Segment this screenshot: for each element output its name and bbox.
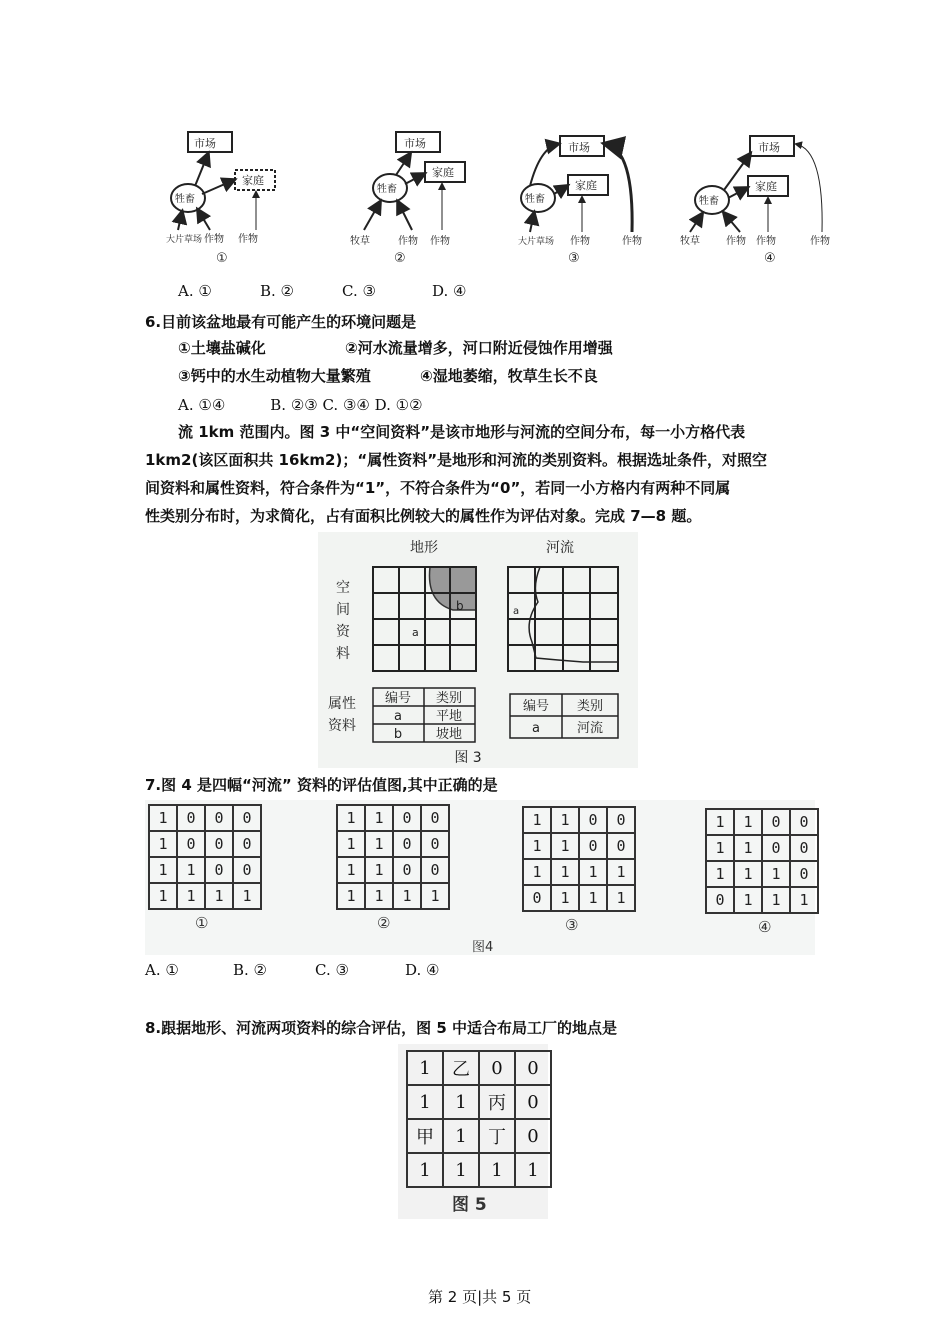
grid-cell: 0: [421, 831, 449, 857]
passage-line-1: 流 1km 范围内。图 3 中“空间资料”是该市地形与河流的空间分布，每一小方格代表: [178, 423, 746, 441]
d1-market: 市场: [194, 137, 216, 150]
grid-cell: 1: [149, 883, 177, 909]
fig3-rtable-r0c1: 河流: [576, 721, 604, 736]
d2-center: 牲畜: [377, 184, 397, 195]
grid-cell: 0: [790, 809, 818, 835]
d1-bottom-0: 大片草场: [166, 235, 203, 245]
grid-cell: 0: [579, 807, 607, 833]
fig3-title-terrain: 地形: [410, 540, 438, 556]
grid-cell: 1: [706, 861, 734, 887]
d2-caption: ②: [394, 251, 406, 266]
fig3-space-label-2: 资: [336, 624, 350, 640]
grid-cell: 0: [421, 857, 449, 883]
d3-bottom-0: 大片草场: [518, 237, 555, 247]
d3-home: 家庭: [575, 179, 597, 192]
grid-cell: 0: [177, 831, 205, 857]
d4-bottom-2: 作物: [756, 236, 776, 247]
q7-option-c: C. ③: [315, 961, 349, 979]
grid-cell: 0: [393, 857, 421, 883]
grid-cell: 0: [523, 885, 551, 911]
grid-cell: 1: [607, 885, 635, 911]
grid-cell: 0: [479, 1051, 515, 1085]
d2-bottom-2: 作物: [430, 236, 450, 247]
fig3-attr-label-1: 属性: [328, 696, 356, 712]
grid-cell: 0: [790, 835, 818, 861]
grid-cell: 0: [393, 831, 421, 857]
grid-cell: 0: [205, 805, 233, 831]
d4-center: 牲畜: [699, 196, 719, 207]
fig3-title-river: 河流: [546, 540, 574, 556]
d1-bottom-1: 作物: [204, 234, 224, 245]
grid-cell: 0: [515, 1085, 551, 1119]
q5-option-b: B. ②: [260, 282, 295, 300]
fig3-rtable-h0: 编号: [522, 699, 550, 714]
d2-market: 市场: [404, 137, 426, 150]
grid-1: [148, 804, 262, 910]
grid-2-caption: ②: [377, 914, 391, 932]
q6-options: A. ①④ B. ②③ C. ③④ D. ①②: [178, 396, 423, 414]
grid-cell: 0: [706, 887, 734, 913]
grid-cell: 1: [551, 885, 579, 911]
grid-cell: 0: [607, 807, 635, 833]
fig3-rtable-r0c0: a: [532, 721, 540, 736]
passage-line-4: 性类别分布时，为求简化，占有面积比例较大的属性作为评估对象。完成 7—8 题。: [145, 507, 702, 525]
grid-cell: 1: [149, 805, 177, 831]
d3-market: 市场: [568, 141, 590, 154]
fig3-rtable-h1: 类别: [576, 699, 604, 714]
fig3-ttable-r1c1: 坡地: [435, 727, 463, 742]
d4-market: 市场: [758, 141, 780, 154]
grid-cell: 1: [177, 857, 205, 883]
grid-cell: 1: [407, 1085, 443, 1119]
grid-cell: 1: [734, 809, 762, 835]
grid-cell: 1: [734, 861, 762, 887]
q5-option-c: C. ③: [342, 282, 376, 300]
grid-cell: 1: [177, 883, 205, 909]
grid-cell: 1: [365, 857, 393, 883]
q7-option-b: B. ②: [233, 961, 268, 979]
d1-center: 牲畜: [175, 194, 195, 205]
grid-cell: 1: [337, 857, 365, 883]
d4-bottom-0: 牧草: [680, 236, 700, 247]
grid-cell: 0: [607, 833, 635, 859]
q6-item-4: ④湿地萎缩，牧草生长不良: [420, 367, 598, 385]
grid-cell: 1: [523, 859, 551, 885]
fig3-space-label-0: 空: [336, 580, 350, 596]
d2-home: 家庭: [432, 166, 454, 179]
d1-home: 家庭: [242, 174, 264, 187]
grid-cell: 1: [443, 1119, 479, 1153]
grid-cell: 1: [233, 883, 261, 909]
grid-cell: 1: [790, 887, 818, 913]
fig3-ttable-r0c1: 平地: [435, 709, 463, 724]
figure-5-caption: 图 5: [452, 1195, 487, 1215]
grid-3-caption: ③: [565, 916, 579, 934]
passage-line-3: 间资料和属性资料，符合条件为“1”，不符合条件为“0”，若同一小方格内有两种不同属: [145, 479, 731, 497]
grid-cell: 1: [337, 831, 365, 857]
grid-cell: 1: [365, 883, 393, 909]
grid-cell: 0: [393, 805, 421, 831]
fig3-space-label-1: 间: [336, 602, 350, 618]
d3-caption: ③: [568, 251, 580, 266]
d1-bottom-2: 作物: [238, 234, 258, 245]
grid-cell: 1: [607, 859, 635, 885]
grid-cell: 1: [421, 883, 449, 909]
q6-item-2: ②河水流量增多，河口附近侵蚀作用增强: [345, 339, 613, 357]
grid-cell: 0: [515, 1119, 551, 1153]
grid-cell: 1: [551, 807, 579, 833]
grid-cell: 1: [337, 805, 365, 831]
fig3-ttable-h1: 类别: [435, 691, 463, 706]
grid-cell: 0: [205, 857, 233, 883]
grid-2: [336, 804, 450, 910]
grid-4-caption: ④: [758, 918, 772, 936]
d4-bottom-3: 作物: [810, 236, 830, 247]
q6-item-1: ①土壤盐碱化: [178, 339, 266, 357]
q7-option-a: A. ①: [145, 961, 179, 979]
livestock-flow-diagrams: [150, 120, 850, 270]
grid-cell: 1: [734, 835, 762, 861]
grid-4: [705, 808, 819, 914]
figure-4-caption: 图4: [472, 940, 494, 955]
grid-cell: 1: [734, 887, 762, 913]
grid-cell: 0: [233, 857, 261, 883]
grid-5: [406, 1050, 552, 1188]
q6-stem: 6.目前该盆地最有可能产生的环境问题是: [145, 313, 417, 331]
fig3-ttable-r1c0: b: [393, 727, 403, 742]
fig3-river-label-a: a: [513, 606, 520, 617]
d2-bottom-1: 作物: [398, 236, 418, 247]
grid-cell: 1: [365, 831, 393, 857]
figure-3: [318, 532, 638, 768]
grid-cell: 1: [706, 835, 734, 861]
grid-cell: 1: [443, 1153, 479, 1187]
q8-stem: 8.跟据地形、河流两项资料的综合评估，图 5 中适合布局工厂的地点是: [145, 1019, 618, 1037]
d1-caption: ①: [216, 251, 228, 266]
passage-line-2: 1km2(该区面积共 16km2)；“属性资料”是地形和河流的类别资料。根据选址条件，对照空: [145, 451, 768, 469]
q5-options: [178, 282, 466, 300]
d3-bottom-1: 作物: [570, 236, 590, 247]
grid-cell: 0: [579, 833, 607, 859]
grid-cell: 1: [523, 833, 551, 859]
d3-bottom-2: 作物: [622, 236, 642, 247]
grid-cell: 0: [177, 805, 205, 831]
grid-cell: 1: [365, 805, 393, 831]
fig3-label-b: b: [456, 599, 464, 613]
d3-center: 牲畜: [525, 194, 545, 205]
grid-cell: 丁: [479, 1119, 515, 1153]
grid-cell: 0: [233, 805, 261, 831]
grid-cell: 0: [205, 831, 233, 857]
grid-cell: 1: [479, 1153, 515, 1187]
q7-options: [145, 961, 439, 979]
grid-cell: 1: [762, 887, 790, 913]
grid-cell: 1: [407, 1051, 443, 1085]
top-diagrams: [150, 120, 850, 270]
fig3-label-a: a: [412, 626, 419, 639]
q7-stem: 7.图 4 是四幅“河流” 资料的评估值图,其中正确的是: [145, 776, 498, 794]
grid-cell: 1: [551, 859, 579, 885]
grid-cell: 1: [149, 857, 177, 883]
grid-cell: 1: [551, 833, 579, 859]
d4-bottom-1: 作物: [726, 236, 746, 247]
grid-cell: 丙: [479, 1085, 515, 1119]
grid-cell: 1: [337, 883, 365, 909]
fig3-space-label-3: 料: [336, 646, 350, 662]
d4-home: 家庭: [755, 180, 777, 193]
grid-cell: 甲: [407, 1119, 443, 1153]
grid-cell: 0: [421, 805, 449, 831]
grid-cell: 0: [762, 809, 790, 835]
fig3-ttable-h0: 编号: [384, 691, 412, 706]
d2-bottom-0: 牧草: [350, 236, 370, 247]
grid-cell: 乙: [443, 1051, 479, 1085]
grid-cell: 1: [706, 809, 734, 835]
grid-cell: 1: [762, 861, 790, 887]
fig3-caption: 图 3: [454, 750, 482, 766]
q5-option-a: A. ①: [178, 282, 212, 300]
grid-cell: 0: [762, 835, 790, 861]
grid-cell: 1: [407, 1153, 443, 1187]
grid-cell: 1: [515, 1153, 551, 1187]
q5-option-d: D. ④: [432, 282, 467, 300]
fig3-ttable-r0c0: a: [394, 709, 402, 724]
grid-cell: 1: [579, 859, 607, 885]
page-footer: 第 2 页|共 5 页: [428, 1288, 532, 1306]
grid-cell: 1: [393, 883, 421, 909]
d4-caption: ④: [764, 251, 776, 266]
grid-cell: 1: [579, 885, 607, 911]
grid-cell: 1: [523, 807, 551, 833]
q6-item-3: ③钙中的水生动植物大量繁殖: [178, 367, 371, 385]
q7-option-d: D. ④: [405, 961, 440, 979]
grid-cell: 0: [790, 861, 818, 887]
grid-cell: 1: [205, 883, 233, 909]
grid-cell: 0: [233, 831, 261, 857]
grid-cell: 0: [515, 1051, 551, 1085]
grid-cell: 1: [443, 1085, 479, 1119]
grid-1-caption: ①: [195, 914, 209, 932]
grid-cell: 1: [149, 831, 177, 857]
grid-3: [522, 806, 636, 912]
fig3-attr-label-2: 资料: [328, 718, 356, 734]
